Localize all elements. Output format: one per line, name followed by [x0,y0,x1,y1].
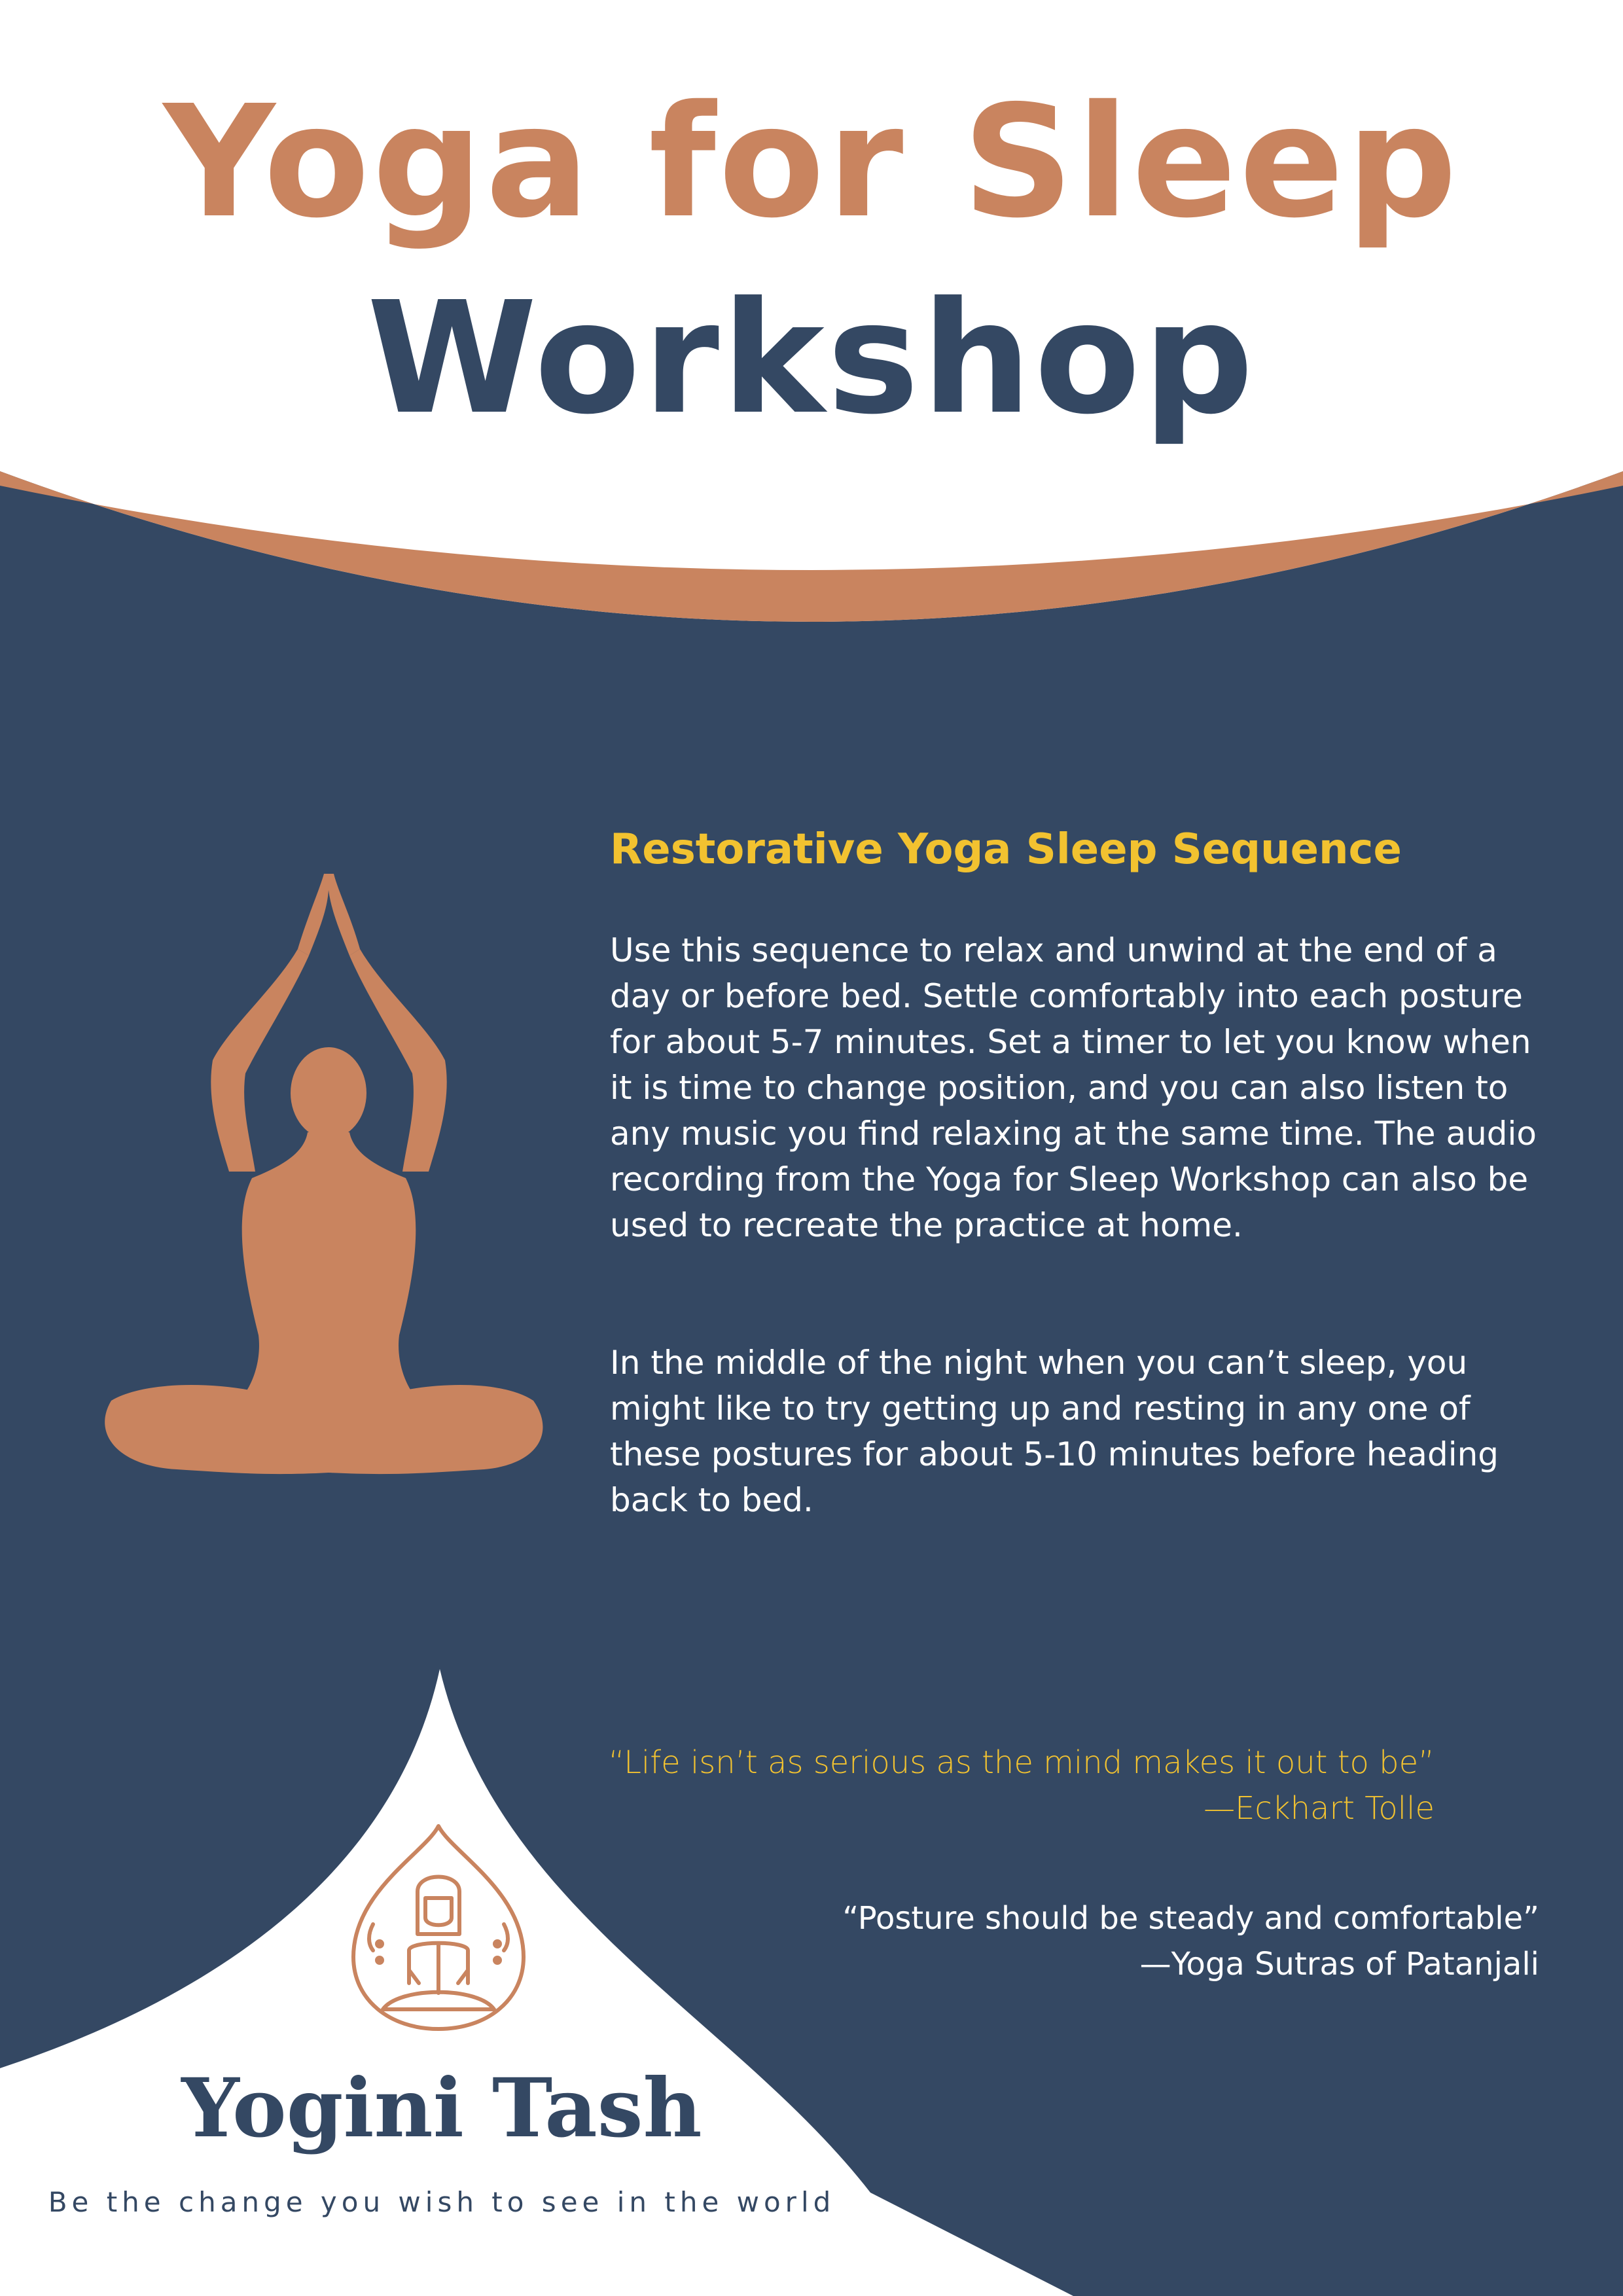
brand-tagline: Be the change you wish to see in the world [48,2186,836,2218]
quote-author: —Yoga Sutras of Patanjali [1139,1946,1539,1982]
body-paragraph-2: In the middle of the night when you can’t sleep, you might like to try getting up and resting in any one of these postures for about 5-10 minutes before heading back to bed. [610,1344,1499,1519]
section-title: Restorative Yoga Sleep Sequence [610,825,1402,874]
meditating-figure-icon [98,864,543,1486]
brand-name: Yogini Tash [181,2061,702,2156]
quote-patanjali [720,1895,1539,1987]
quote-tolle [589,1740,1435,1831]
yogini-lotus-icon [340,1820,537,2042]
quote-text: “Posture should be steady and comfortable” [842,1900,1539,1937]
body-paragraph-1: Use this sequence to relax and unwind at the end of a day or before bed. Settle comfortably into each posture for about 5-7 minutes. Set a timer to let you know when it is time to change position, and you can also listen to any music you find relaxing at the same time. The audio recording from the Yoga for Sleep Workshop can also be used to recreate the practice at home. [610,931,1537,1244]
title-line-2: Workshop [366,268,1257,448]
title-line-1: Yoga for Sleep [163,72,1460,252]
quote-text: “Life isn’t as serious as the mind makes it out to be” [608,1744,1435,1781]
quote-author: —Eckhart Tolle [1204,1790,1435,1827]
